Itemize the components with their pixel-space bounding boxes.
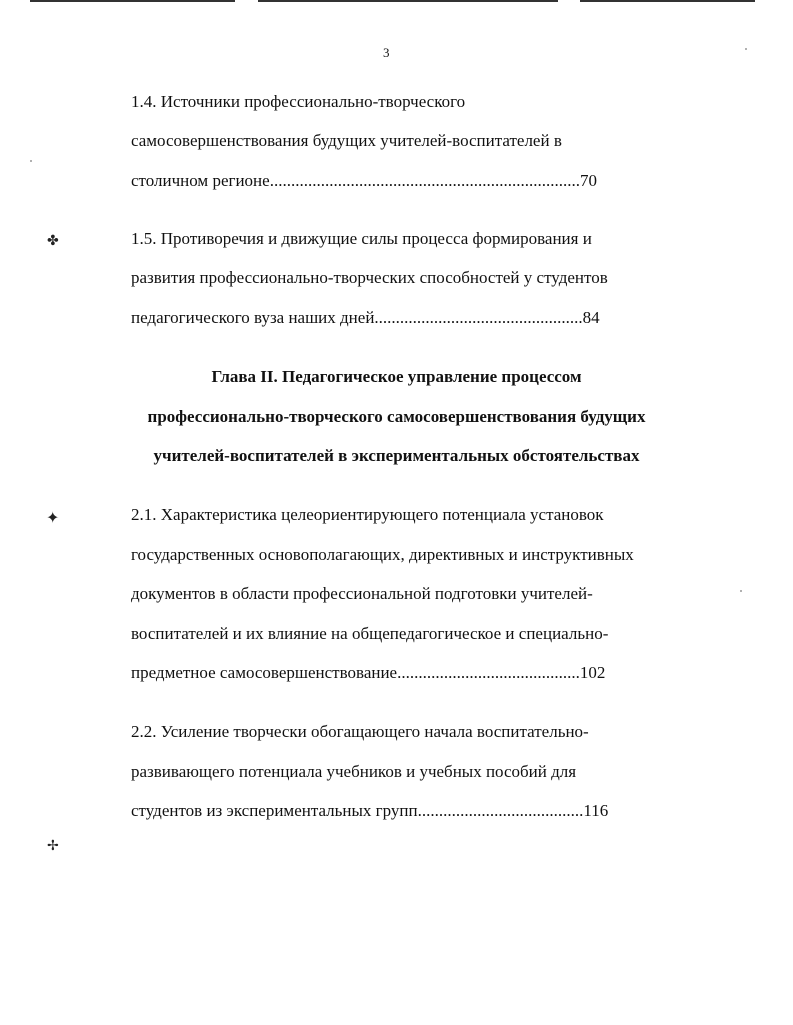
- toc-entry-1-5-line-1: 1.5. Противоречия и движущие силы процесса формирования и: [131, 229, 592, 248]
- toc-entry-1-5-line-3: педагогического вуза наших дней.................................................84: [131, 308, 600, 327]
- toc-entry-2-1-line-5: предметное самосовершенствование...........................................102: [131, 663, 606, 682]
- toc-entry-1-4-line-2: самосовершенствования будущих учителей-воспитателей в: [131, 131, 562, 150]
- scan-edge-line: [258, 0, 558, 2]
- toc-entry-1-4-line-1: 1.4. Источники профессионально-творческого: [131, 92, 466, 111]
- margin-mark: ✢: [47, 839, 59, 854]
- margin-mark: ✤: [47, 234, 59, 249]
- scan-speck: [30, 160, 32, 162]
- chapter-heading-line-3: учителей-воспитателей в экспериментальных обстоятельствах: [153, 446, 640, 465]
- scan-edge-line: [30, 0, 235, 2]
- page-number: 3: [383, 45, 390, 60]
- toc-entry-2-1-line-1: 2.1. Характеристика целеориентирующего потенциала установок: [131, 505, 604, 524]
- toc-entry-2-2-line-1: 2.2. Усиление творчески обогащающего начала воспитательно-: [131, 722, 589, 741]
- toc-entry-1-5-line-2: развития профессионально-творческих способностей у студентов: [131, 268, 608, 287]
- chapter-heading-line-1: Глава II. Педагогическое управление процессом: [211, 367, 582, 386]
- toc-entry-2-1-line-2: государственных основополагающих, директивных и инструктивных: [131, 545, 634, 564]
- margin-mark: ✦: [46, 510, 60, 527]
- toc-entry-2-2-line-2: развивающего потенциала учебников и учебных пособий для: [131, 762, 577, 781]
- toc-entry-1-4-line-3: столичном регионе.........................................................................70: [131, 171, 597, 190]
- scan-speck: [745, 48, 747, 50]
- scan-edge-line: [580, 0, 755, 2]
- toc-entry-2-1-line-4: воспитателей и их влияние на общепедагогическое и специально-: [131, 624, 609, 643]
- scan-speck: [740, 590, 742, 592]
- chapter-heading-line-2: профессионально-творческого самосовершенствования будущих: [147, 407, 646, 426]
- toc-entry-2-1-line-3: документов в области профессиональной подготовки учителей-: [131, 584, 593, 603]
- toc-entry-2-2-line-3: студентов из экспериментальных групп.......................................116: [131, 801, 609, 820]
